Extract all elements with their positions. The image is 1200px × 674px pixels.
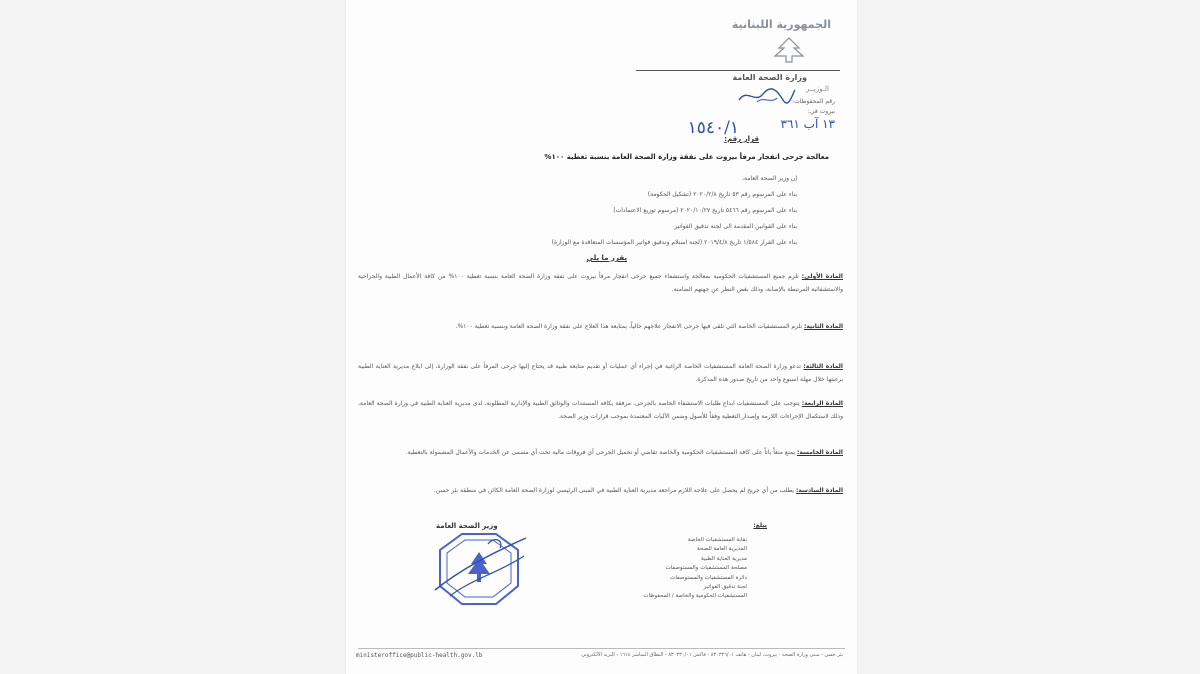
list-item: لجنة تدقيق الفواتير <box>703 584 747 591</box>
viewer-background-right <box>857 0 1200 674</box>
article-label: المادة الثالثة: <box>803 363 843 370</box>
article-2 <box>358 320 843 333</box>
article-label: المادة الثانية: <box>803 323 843 330</box>
footer-divider <box>358 648 845 649</box>
article-4 <box>358 397 843 423</box>
cedar-emblem-icon <box>769 36 809 64</box>
header-divider <box>636 70 840 71</box>
article-label: المادة الأولى: <box>801 273 843 280</box>
decision-subject: معالجة جرحى انفجار مرفأ بيروت على نفقة وزارة الصحة العامة بنسبة تغطية ١٠٠% <box>544 153 829 161</box>
republic-heading: الجمهورية اللبنانية <box>731 18 831 31</box>
minister-label: الـوزيــر <box>805 85 829 93</box>
list-item: دائرة المستشفيات والمستوصفات <box>670 574 747 581</box>
decision-label: قرار رقم: <box>724 135 759 143</box>
handwritten-date: ١٣ آب ٣٦١ <box>780 117 835 131</box>
article-label: المادة الخامسة: <box>796 449 843 456</box>
copies-list <box>643 536 747 602</box>
beirut-date-label: بيروت في: <box>807 108 835 115</box>
article-6 <box>358 484 843 497</box>
article-label: المادة السادسة: <box>796 487 843 494</box>
viewer-background-left <box>0 0 346 674</box>
article-text: يطلب من أي جريح لم يحصل على علاجه اللازم مراجعة مديرية العناية الطبية في المبنى الرئيسي لوزارة الصحة العامة الكائن في منطقة بئر حسن. <box>433 487 795 494</box>
preamble-line: بناء على المرسوم رقم ٥٤٦٦ تاريخ ٢٠٢٠/١٠/٢٧ (مرسوم توزيع الاعتمادات) <box>613 207 797 214</box>
ministry-name: وزارة الصحة العامة <box>732 73 807 82</box>
list-item: المديرية العامة للصحة <box>696 546 747 553</box>
preamble-line: بناء على القوانين المقدمة الى لجنة تدقيق الفواتير <box>674 223 797 230</box>
list-item: نقابة المستشفيات الخاصة <box>687 537 747 543</box>
official-stamp-icon <box>430 530 528 608</box>
article-5 <box>358 446 843 459</box>
signatory-title: وزير الصحة العامة <box>436 522 498 530</box>
article-3 <box>358 360 843 386</box>
preamble-line: بناء على المرسوم رقم ٥٣ تاريخ ٢٠٢٠/٢/٨ (تشكيل الحكومة) <box>647 191 797 198</box>
document-page[interactable] <box>346 0 857 674</box>
article-1 <box>358 270 843 296</box>
article-text: تلزم المستشفيات الخاصة التي تلقى فيها جرحى الانفجار علاجهم حالياً، بمتابعة هذا العلاج على نفقة وزارة الصحة العامة وبنسبة تغطية ١٠٠%. <box>455 323 803 330</box>
copies-heading: يبلغ: <box>753 522 767 529</box>
preamble-line: إن وزير الصحة العامة، <box>742 175 797 182</box>
decision-number: ١٥٤٠/١ <box>687 118 739 138</box>
preamble-line: بناء على القرار ١/٥٨٤ تاريخ ٢٠١٩/٤/٨ (لجنة استلام وتدقيق فواتير المؤسسات المتعاقدة مع الوزارة) <box>551 239 797 246</box>
list-item: المستشفيات الحكومية والخاصة / المحفوظات <box>643 593 747 600</box>
archive-number-label: رقم المحفوظات: <box>792 98 835 105</box>
article-text: تلزم جميع المستشفيات الحكومية بمعالجة واستشفاء جميع جرحى انفجار مرفأ بيروت على نفقة وزارة الصحة العامة بنسبة تغطية ١٠٠% من كافة الأعمال الطبية والجراحية والاستشفائية المرتبطة بالإصابة، وذلك بغض النظر عن جهتهم الضامنة. <box>358 273 843 293</box>
resolves-heading: يقرر ما يلي <box>586 254 627 262</box>
article-label: المادة الرابعة: <box>801 400 843 407</box>
initials-signature-icon <box>737 86 797 106</box>
article-text: يمنع منعاً باتاً على كافة المستشفيات الحكومية والخاصة تقاضي أو تحميل الجرحى أي فروقات مالية تحت أي مسمى عن الخدمات والأعمال المشمولة بالتغطية. <box>405 449 796 456</box>
footer-email: ministeroffice@public-health.gov.lb <box>356 652 483 659</box>
list-item: مصلحة المستشفيات والمستوصفات <box>665 565 747 572</box>
footer-address: بئر حسن - مبنى وزارة الصحة - بيروت، لبنان - هاتف ٨٣٠٣٢٦/٠١ - فاكس ٨٣٠٣٣٠/٠١ - النطاق المباشر ١٦١٤ - البريد الالكتروني <box>581 652 843 658</box>
article-text: تدعو وزارة الصحة العامة المستشفيات الخاصة الراغبة في إجراء أي عمليات أو تقديم متابعة طبية قد يحتاج إليها جرحى المرفأ على نفقة الوزارة، إلى ابلاغ مديرية العناية الطبية برغبتها خلال مهلة اسبوع واحد من تاريخ صدور هذه المذكرة. <box>358 363 843 383</box>
article-text: يتوجب على المستشفيات ايداع طلبات الاستشفاء الخاصة بالجرحى، مرفقة بكافة المستندات والوثائق الطبية والإدارية المطلوبة، لدى مديرية العناية الطبية في وزارة الصحة العامة، وذلك لاستكمال الإجراءات اللازمة وإصدار التغطية وفقاً للأصول وضمن الآليات المعتمدة بموجب قرارات وزير الصحة. <box>358 400 843 420</box>
list-item: مديرية العناية الطبية <box>700 555 747 562</box>
